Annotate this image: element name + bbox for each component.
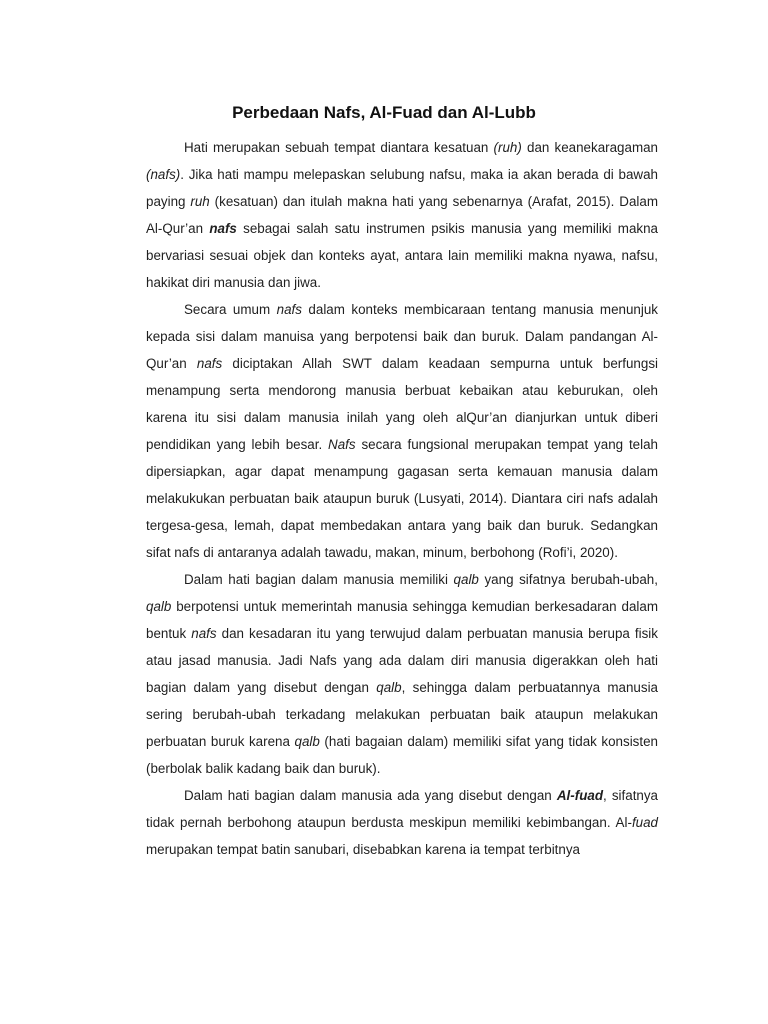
text-run: Dalam hati bagian dalam manusia memiliki [184, 572, 454, 587]
emphasis-term: qalb [294, 734, 320, 749]
text-run: (hati bagaian dalam) memiliki sifat yang tidak konsisten (berbolak balik kadang baik dan buruk). [146, 734, 658, 776]
text-run: diciptakan Allah SWT dalam keadaan sempurna untuk berfungsi menampung serta mendorong manusia berbuat kebaikan atau keburukan, oleh karena itu sisi dalam manusia inilah yang oleh alQur’an dianjurkan untuk diberi pendidikan yang lebih besar. [146, 356, 658, 452]
paragraph-1 [146, 134, 658, 296]
emphasis-term: (ruh) [493, 140, 522, 155]
emphasis-term: Nafs [328, 437, 356, 452]
text-run: Secara umum [184, 302, 277, 317]
emphasis-term: nafs [196, 356, 223, 371]
text-run: secara fungsional merupakan tempat yang telah dipersiapkan, agar dapat menampung gagasan serta kemauan manusia dalam melakukukan perbuatan baik ataupun buruk (Lusyati, 2014). Diantara ciri nafs adalah tergesa-gesa, lemah, dapat membedakan antara yang baik dan buruk. Sedangkan sifat nafs di antaranya adalah tawadu, makan, minum, berbohong (Rofi’i, 2020). [146, 437, 658, 560]
text-run: (kesatuan) dan itulah makna hati yang sebenarnya (Arafat, 2015). Dalam Al-Qur’an [146, 194, 658, 236]
emphasis-term: Al-fuad [556, 788, 604, 803]
text-run: dalam konteks membicaraan tentang manusia menunjuk kepada sisi dalam manuisa yang berpotensi baik dan buruk. Dalam pandangan Al-Qur’an [146, 302, 658, 371]
paragraph-3 [146, 566, 658, 782]
emphasis-term: qalb [146, 599, 172, 614]
text-run: dan keanekaragaman [521, 140, 659, 155]
emphasis-term: nafs [276, 302, 302, 317]
text-run: dan kesadaran itu yang terwujud dalam perbuatan manusia berupa fisik atau jasad manusia. Jadi Nafs yang ada dalam diri manusia digerakkan oleh hati bagian dalam yang disebut dengan [146, 626, 658, 695]
emphasis-term: (nafs) [146, 167, 181, 182]
text-run: , sifatnya tidak pernah berbohong ataupun berdusta meskipun memiliki kebimbangan. Al- [146, 788, 659, 830]
text-run: Dalam hati bagian dalam manusia ada yang disebut dengan [184, 788, 557, 803]
text-run: yang sifatnya berubah-ubah, [478, 572, 658, 587]
text-run: berpotensi untuk memerintah manusia sehingga kemudian berkesadaran dalam bentuk [146, 599, 658, 641]
body-text [146, 134, 658, 863]
emphasis-term: qalb [453, 572, 479, 587]
emphasis-term: fuad [631, 815, 658, 830]
emphasis-term: nafs [191, 626, 217, 641]
text-run: . Jika hati mampu melepaskan selubung nafsu, maka ia akan berada di bawah paying [146, 167, 658, 209]
emphasis-term: nafs [209, 221, 237, 236]
emphasis-term: qalb [376, 680, 402, 695]
text-run: sebagai salah satu instrumen psikis manusia yang memiliki makna bervariasi sesuai objek dan konteks ayat, antara lain memiliki makna nyawa, nafsu, hakikat diri manusia dan jiwa. [146, 221, 658, 290]
page-title: Perbedaan Nafs, Al-Fuad dan Al-Lubb [232, 103, 536, 122]
text-run: Hati merupakan sebuah tempat diantara kesatuan [184, 140, 494, 155]
emphasis-term: ruh [190, 194, 210, 209]
paragraph-4 [146, 782, 658, 863]
text-run: merupakan tempat batin sanubari, disebabkan karena ia tempat terbitnya [146, 842, 580, 857]
text-run: , sehingga dalam perbuatannya manusia sering berubah-ubah terkadang melakukan perbuatan baik ataupun melakukan perbuatan buruk karena [146, 680, 658, 749]
paragraph-2 [146, 296, 658, 566]
